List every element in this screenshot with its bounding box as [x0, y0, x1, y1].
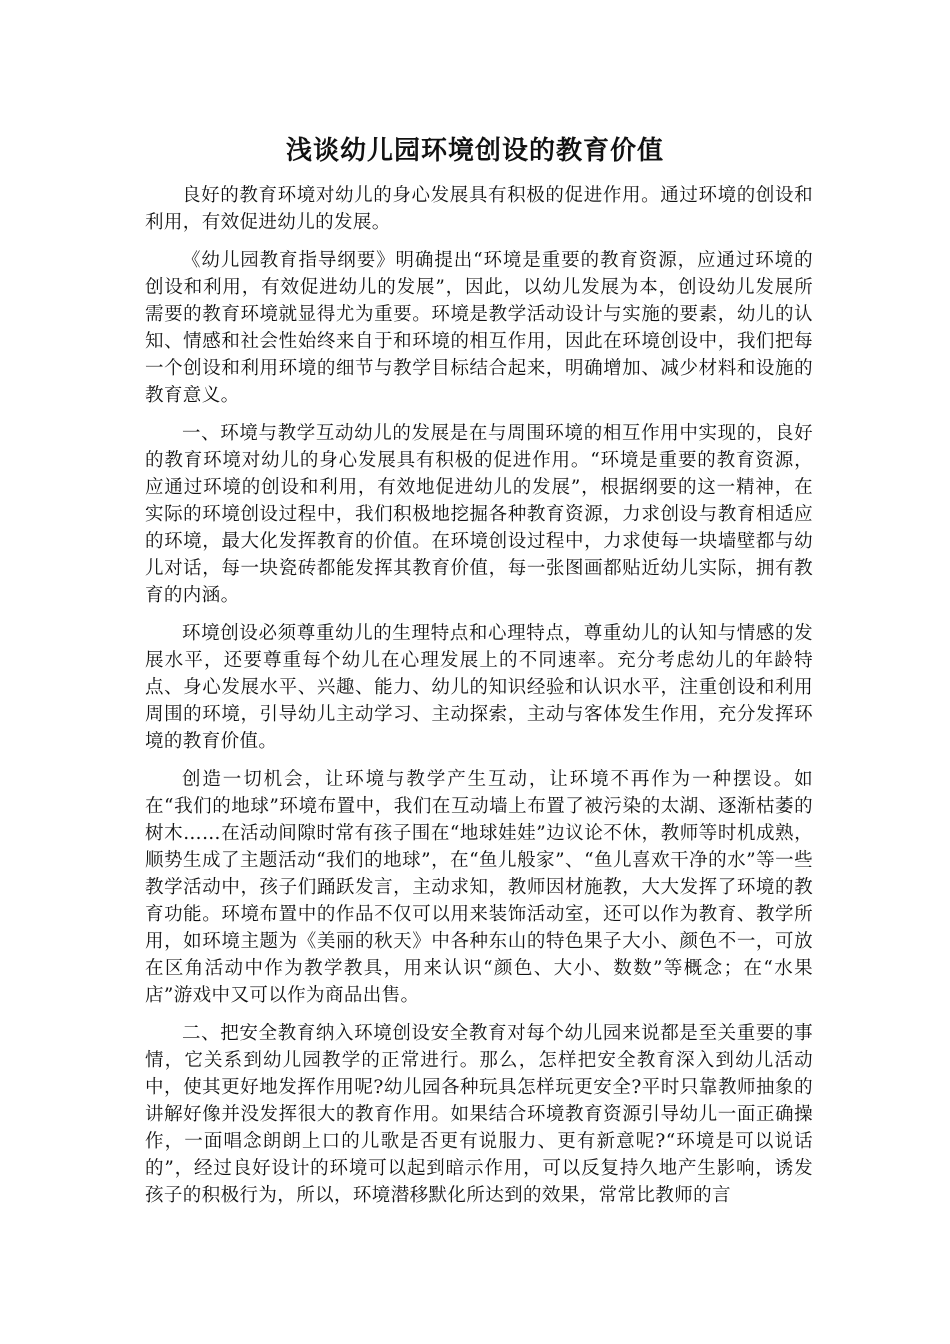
- paragraph-section-two: 二、把安全教育纳入环境创设安全教育对每个幼儿园来说都是至关重要的事情，它关系到幼儿园教学的正常进行。那么，怎样把安全教育深入到幼儿活动中，使其更好地发挥作用呢?幼儿园各种玩具怎样玩更安全?平时只靠教师抽象的讲解好像并没发挥很大的教育作用。如果结合环境教育资源引导幼儿一面正确操作，一面唱念朗朗上口的儿歌是否更有说服力、更有新意呢?“环境是可以说话的”，经过良好设计的环境可以起到暗示作用，可以反复持久地产生影响，诱发孩子的积极行为，所以，环境潜移默化所达到的效果，常常比教师的言: [145, 1023, 813, 1206]
- paragraph-respect-development: 环境创设必须尊重幼儿的生理特点和心理特点，尊重幼儿的认知与情感的发展水平，还要尊重每个幼儿在心理发展上的不同速率。充分考虑幼儿的年龄特点、身心发展水平、兴趣、能力、幼儿的知识经验和认识水平，注重创设和利用周围的环境，引导幼儿主动学习、主动探索，主动与客体发生作用，充分发挥环境的教育价值。: [145, 623, 813, 752]
- page-title: 浅谈幼儿园环境创设的教育价值: [285, 136, 664, 166]
- paragraph-intro: 良好的教育环境对幼儿的身心发展具有积极的促进作用。通过环境的创设和利用，有效促进幼儿的发展。: [145, 185, 813, 233]
- paragraph-guideline: 《幼儿园教育指导纲要》明确提出“环境是重要的教育资源，应通过环境的创设和利用，有效促进幼儿的发展”，因此，以幼儿发展为本，创设幼儿发展所需要的教育环境就显得尤为重要。环境是教学活动设计与实施的要素，幼儿的认知、情感和社会性始终来自于和环境的相互作用，因此在环境创设中，我们把每一个创设和利用环境的细节与教学目标结合起来，明确增加、减少材料和设施的教育意义。: [145, 250, 813, 406]
- paragraph-section-one: 一、环境与教学互动幼儿的发展是在与周围环境的相互作用中实现的，良好的教育环境对幼儿的身心发展具有积极的促进作用。“环境是重要的教育资源，应通过环境的创设和利用，有效地促进幼儿的发展”，根据纲要的这一精神，在实际的环境创设过程中，我们积极地挖掘各种教育资源，力求创设与教育相适应的环境，最大化发挥教育的价值。在环境创设过程中，力求使每一块墙壁都与幼儿对话，每一块瓷砖都能发挥其教育价值，每一张图画都贴近幼儿实际，拥有教育的内涵。: [145, 423, 813, 606]
- document-body: [145, 182, 813, 1220]
- paragraph-interaction-example: 创造一切机会，让环境与教学产生互动，让环境不再作为一种摆设。如在“我们的地球”环境布置中，我们在互动墙上布置了被污染的太湖、逐渐枯萎的树木……在活动间隙时常有孩子围在“地球娃娃”边议论不休，教师等时机成熟，顺势生成了主题活动“我们的地球”，在“鱼儿般家”、“鱼儿喜欢干净的水”等一些教学活动中，孩子们踊跃发言，主动求知，教师因材施教，大大发挥了环境的教育功能。环境布置中的作品不仅可以用来装饰活动室，还可以作为教育、教学所用，如环境主题为《美丽的秋天》中各种东山的特色果子大小、颜色不一，可放在区角活动中作为教学教具，用来认识“颜色、大小、数数”等概念；在“水果店”游戏中又可以作为商品出售。: [145, 769, 813, 1006]
